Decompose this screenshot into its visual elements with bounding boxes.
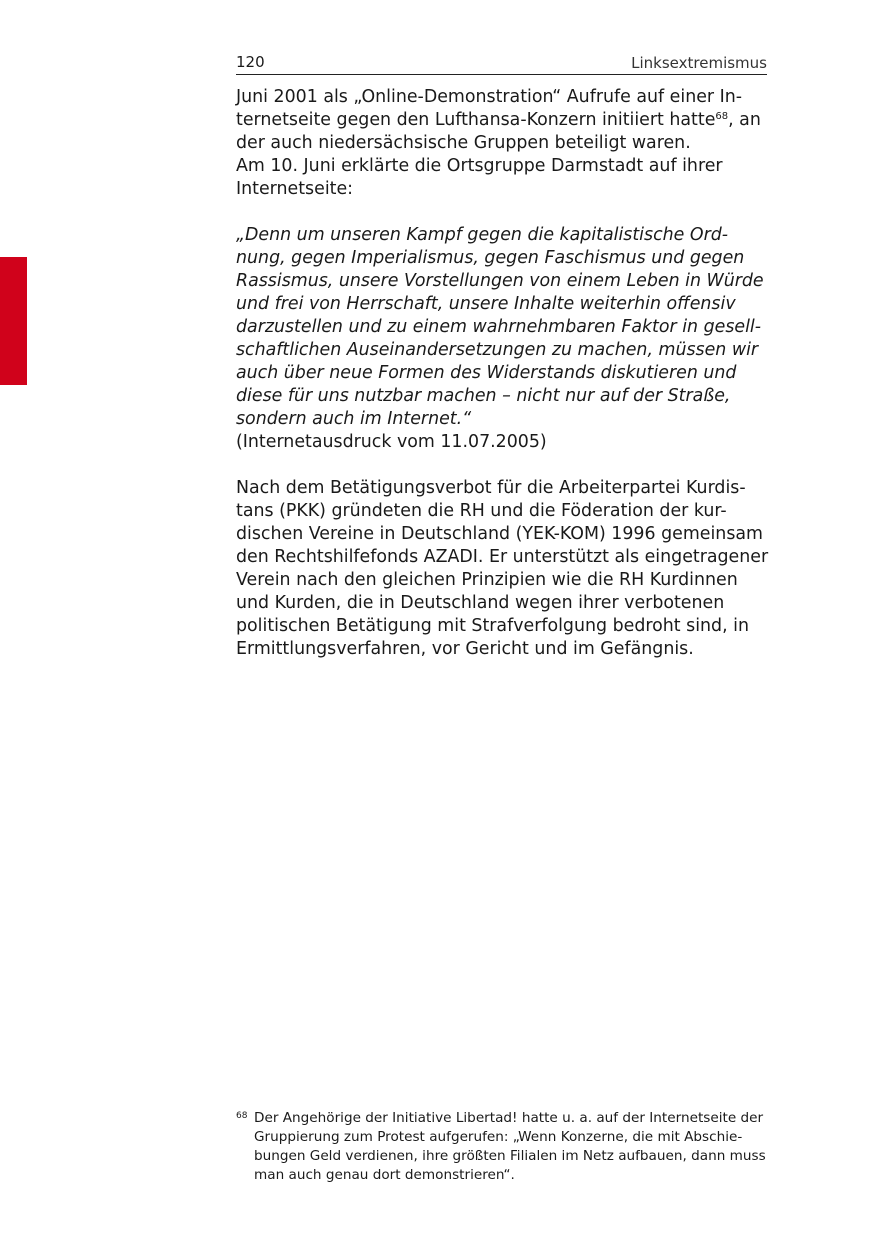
quote-line: sondern auch im Internet.“ (236, 409, 472, 429)
quote-line: „Denn um unseren Kampf gegen die kapitalistische Ord- (236, 225, 729, 245)
text-fragment: ternetseite gegen den Lufthansa-Konzern initiiert hatte (236, 110, 716, 130)
footnote-reference[interactable]: 68 (715, 111, 729, 122)
text-line: Ermittlungsverfahren, vor Gericht und im Gefängnis. (236, 639, 694, 659)
text-line: der auch niedersächsische Gruppen beteiligt waren. (236, 133, 691, 153)
quote-line: diese für uns nutzbar machen – nicht nur auf der Straße, (236, 386, 731, 406)
text-line: politischen Betätigung mit Strafverfolgung bedroht sind, in (236, 616, 749, 636)
footnote-marker: 68 (236, 1111, 248, 1121)
paragraph-2 (236, 477, 776, 661)
text-line: Nach dem Betätigungsverbot für die Arbeiterpartei Kurdis- (236, 478, 746, 498)
quote-line: nung, gegen Imperialismus, gegen Faschismus und gegen (236, 248, 745, 268)
text-fragment: , an (728, 110, 761, 130)
text-line: Verein nach den gleichen Prinzipien wie die RH Kurdinnen (236, 570, 738, 590)
footnote-text (254, 1109, 776, 1185)
text-line (236, 109, 776, 132)
text-line: den Rechtshilfefonds AZADI. Er unterstützt als eingetragener (236, 547, 769, 567)
quote-line: Rassismus, unsere Vorstellungen von einem Leben in Würde (236, 271, 764, 291)
footnote-line: bungen Geld verdienen, ihre größten Filialen im Netz aufbauen, dann muss (254, 1148, 766, 1164)
page-number: 120 (236, 53, 265, 71)
text-line: Juni 2001 als „Online-Demonstration“ Aufrufe auf einer In- (236, 87, 743, 107)
page-header (236, 52, 767, 75)
footnote-line: man auch genau dort demonstrieren“. (254, 1167, 515, 1183)
text-line: und Kurden, die in Deutschland wegen ihrer verbotenen (236, 593, 725, 613)
quote-line: auch über neue Formen des Widerstands diskutieren und (236, 363, 737, 383)
main-content (236, 86, 776, 661)
quote-line: darzustellen und zu einem wahrnehmbaren Faktor in gesell- (236, 317, 762, 337)
block-quote (236, 224, 776, 431)
paragraph-1 (236, 86, 776, 201)
text-line: dischen Vereine in Deutschland (YEK-KOM) 1996 gemeinsam (236, 524, 763, 544)
quote-source: (Internetausdruck vom 11.07.2005) (236, 432, 547, 452)
quote-line: schaftlichen Auseinandersetzungen zu machen, müssen wir (236, 340, 759, 360)
footnote-line: Der Angehörige der Initiative Libertad! hatte u. a. auf der Internetseite der (254, 1110, 764, 1126)
quote-line: und frei von Herrschaft, unsere Inhalte weiterhin offensiv (236, 294, 736, 314)
running-title: Linksextremismus (631, 54, 767, 72)
text-line: tans (PKK) gründeten die RH und die Föderation der kur- (236, 501, 727, 521)
paragraph-gap (236, 201, 776, 224)
footnote-area (236, 1109, 776, 1185)
chapter-side-tab (0, 257, 27, 385)
text-line: Internetseite: (236, 179, 354, 199)
text-line: Am 10. Juni erklärte die Ortsgruppe Darmstadt auf ihrer (236, 156, 723, 176)
footnote-line: Gruppierung zum Protest aufgerufen: „Wenn Konzerne, die mit Abschie- (254, 1129, 743, 1145)
paragraph-gap (236, 454, 776, 477)
